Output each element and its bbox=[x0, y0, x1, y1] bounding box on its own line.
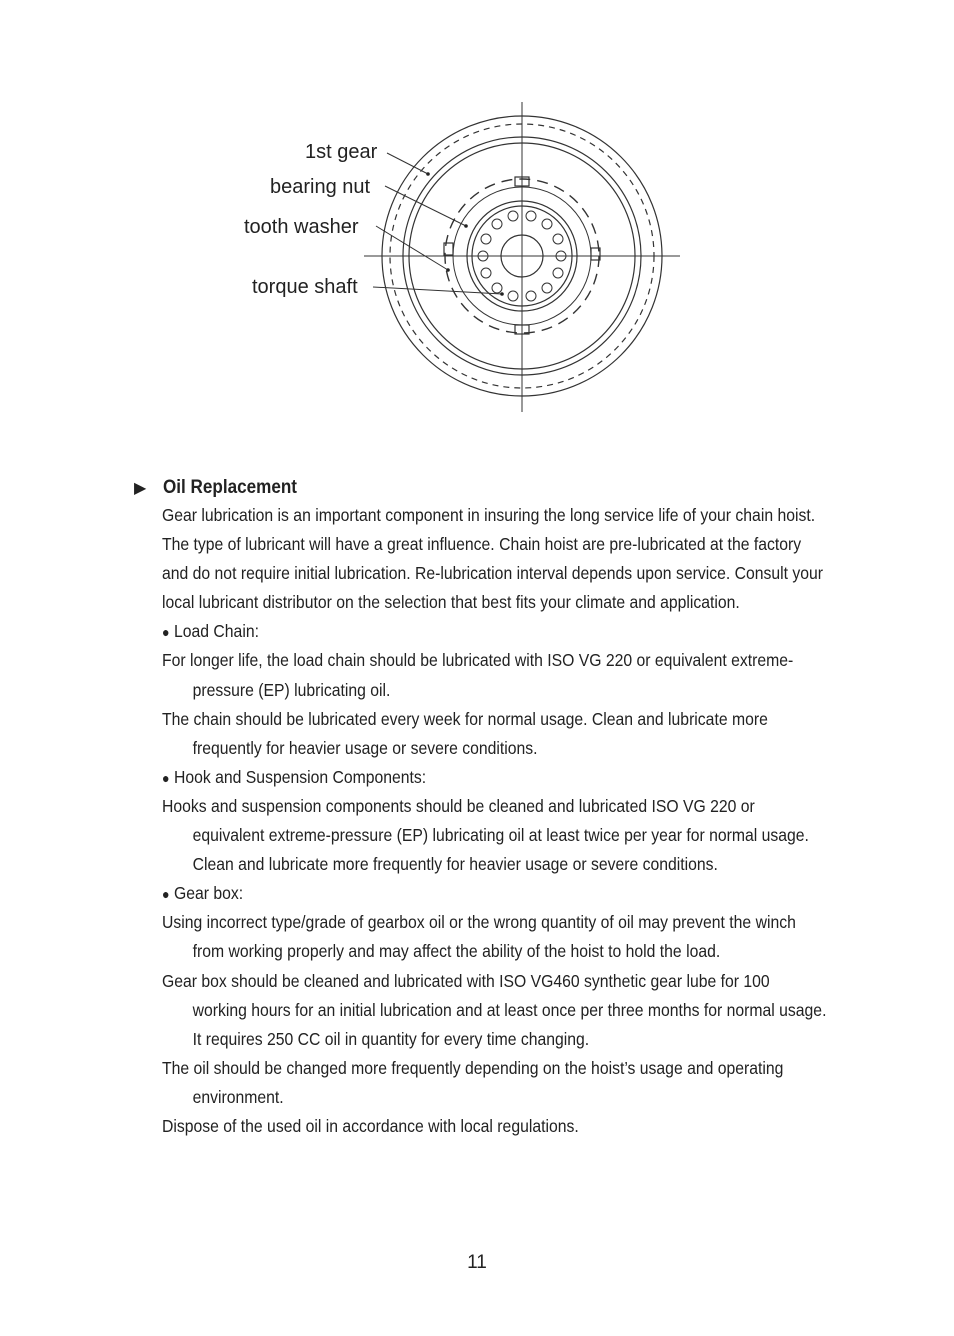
paragraph-line: For longer life, the load chain should be lubricated with ISO VG 220 or equivalent extreme- bbox=[162, 650, 794, 671]
bullet-icon: ● bbox=[162, 886, 170, 903]
right-arrow-icon: ▶ bbox=[134, 480, 147, 497]
intro-line: and do not require initial lubrication. Re-lubrication interval depends upon service. Consult your bbox=[162, 563, 824, 584]
intro-line: Gear lubrication is an important component in insuring the long service life of your chain hoist. bbox=[162, 505, 816, 525]
paragraph-line: It requires 250 CC oil in quantity for every time changing. bbox=[192, 1028, 590, 1049]
bullet-gear-box: ● Gear box: bbox=[162, 883, 244, 904]
intro-line: local lubricant distributor on the selection that best fits your climate and application. bbox=[162, 592, 740, 613]
page-number: 11 bbox=[467, 1252, 487, 1273]
paragraph-line: The oil should be changed more frequently depending on the hoist’s usage and operating bbox=[162, 1057, 784, 1078]
paragraph-line: equivalent extreme-pressure (EP) lubricating oil at least twice per year for normal usage. bbox=[192, 825, 809, 846]
bullet-icon: ● bbox=[162, 624, 170, 641]
intro-line: The type of lubricant will have a great influence. Chain hoist are pre-lubricated at the factory bbox=[162, 534, 802, 555]
label-torque-shaft: torque shaft bbox=[252, 276, 358, 298]
section-title: Oil Replacement bbox=[163, 477, 298, 498]
paragraph-line: from working properly and may affect the ability of the hoist to hold the load. bbox=[192, 941, 721, 962]
paragraph-line: The chain should be lubricated every week for normal usage. Clean and lubricate more bbox=[162, 708, 768, 729]
paragraph-line: Hooks and suspension components should be cleaned and lubricated ISO VG 220 or bbox=[162, 795, 755, 816]
paragraph-line: frequently for heavier usage or severe conditions. bbox=[192, 737, 538, 758]
section-body bbox=[162, 501, 852, 1141]
paragraph-line: pressure (EP) lubricating oil. bbox=[192, 679, 391, 700]
paragraph-line: environment. bbox=[192, 1086, 284, 1107]
label-bearing-nut: bearing nut bbox=[270, 176, 371, 198]
bullet-icon: ● bbox=[162, 769, 170, 786]
paragraph-line: Gear box should be cleaned and lubricated with ISO VG460 synthetic gear lube for 100 bbox=[162, 970, 770, 991]
bullet-load-chain: ● Load Chain: bbox=[162, 621, 259, 642]
paragraph-line: working hours for an initial lubrication and at least once per three months for normal usage. bbox=[192, 999, 827, 1020]
label-first-gear: 1st gear bbox=[305, 141, 378, 163]
label-tooth-washer: tooth washer bbox=[244, 216, 359, 238]
oil-replacement-section bbox=[134, 476, 844, 500]
gear-diagram bbox=[0, 0, 954, 440]
bullet-hook: ● Hook and Suspension Components: bbox=[162, 766, 427, 787]
paragraph-line: Dispose of the used oil in accordance with local regulations. bbox=[162, 1115, 579, 1136]
paragraph-line: Clean and lubricate more frequently for heavier usage or severe conditions. bbox=[192, 854, 718, 875]
paragraph-line: Using incorrect type/grade of gearbox oil or the wrong quantity of oil may prevent the winch bbox=[162, 912, 796, 933]
